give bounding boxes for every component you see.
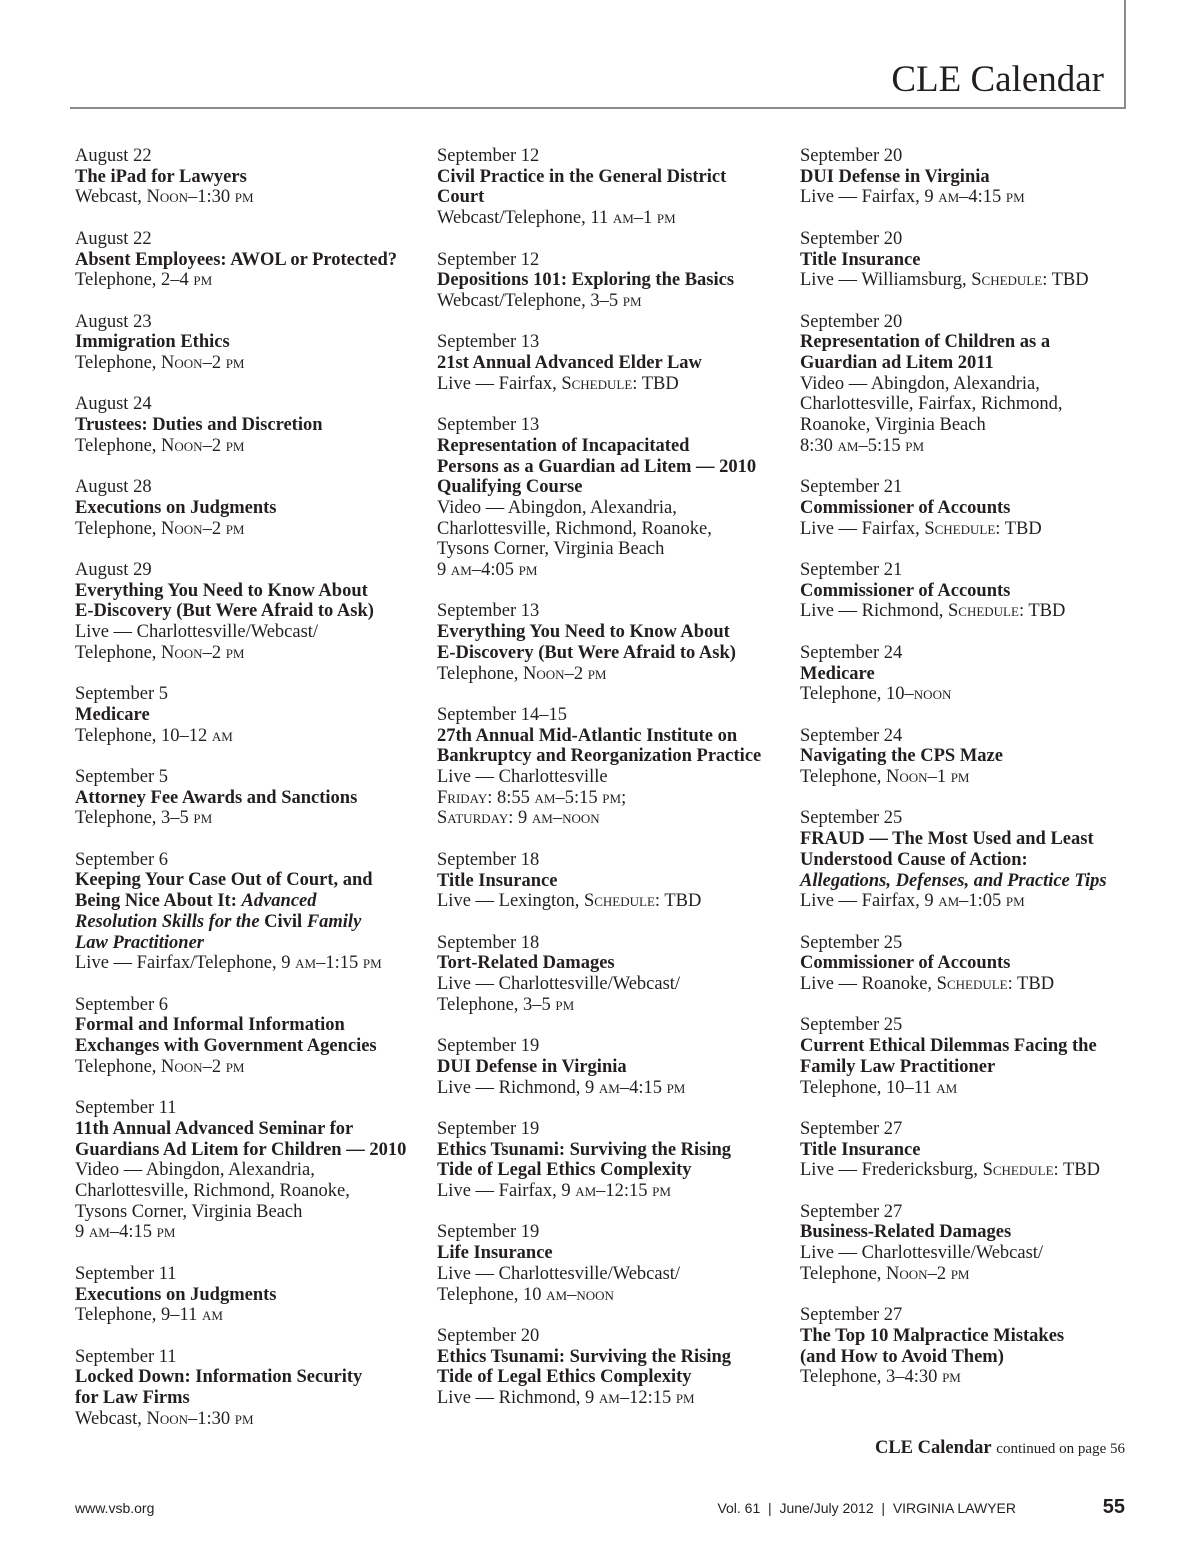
- event-detail: Telephone, Noon–2 pm: [75, 353, 245, 373]
- event-title: Attorney Fee Awards and Sanctions: [75, 787, 358, 808]
- event-detail: Live — Roanoke, Schedule: TBD: [800, 974, 1055, 994]
- event-title: Civil Practice in the General District Court: [437, 166, 727, 208]
- event-date: September 5: [75, 684, 168, 705]
- event-title: Immigration Ethics: [75, 332, 230, 353]
- event-detail: Live — Richmond, Schedule: TBD: [800, 601, 1066, 622]
- header-vertical-rule: [1124, 0, 1126, 108]
- event-detail: Live — Fairfax, 9 am–4:15 pm: [800, 187, 1025, 208]
- continued-text: continued on page 56: [996, 1441, 1125, 1457]
- event-date: September 18: [437, 932, 540, 953]
- event-date: September 12: [437, 146, 540, 166]
- event-title: Current Ethical Dilemmas Facing the Family Law Practitioner: [800, 1036, 1097, 1077]
- event-date: September 19: [437, 1036, 540, 1057]
- event-detail: Telephone, Noon–2 pm: [800, 1263, 970, 1284]
- event-title: Business-Related Damages: [800, 1222, 1012, 1243]
- calendar-event: [75, 1264, 425, 1326]
- event-detail: Telephone, 10–12 am: [75, 725, 233, 746]
- event-detail: Telephone, Noon–1 pm: [800, 767, 970, 787]
- event-title: Representation of Incapacitated Persons as a Guardian ad Litem — 2010 Qualifying Course: [437, 435, 757, 498]
- event-title: Life Insurance: [437, 1243, 553, 1264]
- event-detail: Live — Fairfax/Telephone, 9 am–1:15 pm: [75, 953, 382, 974]
- event-date: September 13: [437, 415, 540, 436]
- calendar-event: [75, 394, 425, 456]
- event-date: September 25: [800, 1015, 903, 1036]
- event-date: September 11: [75, 1098, 177, 1119]
- footer-website: www.vsb.org: [75, 1500, 155, 1516]
- event-detail: Webcast, Noon–1:30 pm: [75, 187, 254, 208]
- calendar-event: [800, 1015, 1150, 1098]
- event-detail: Charlottesville, Richmond, Roanoke,: [437, 518, 712, 539]
- event-date: September 21: [800, 560, 903, 580]
- event-date: September 24: [800, 725, 903, 746]
- footer-issue: Vol. 61 | June/July 2012 | VIRGINIA LAWYER: [717, 1500, 1016, 1516]
- calendar-event: [437, 1119, 787, 1202]
- event-title: Keeping Your Case Out of Court, and Being Nice About It: Advanced Resolution Skills for the Civil Family Law Practitioner: [75, 870, 373, 953]
- header-rule: [70, 107, 1126, 109]
- event-detail: 9 am–4:05 pm: [437, 560, 538, 581]
- event-date: September 20: [800, 228, 903, 249]
- calendar-column-1: [75, 146, 425, 1450]
- event-date: September 21: [800, 477, 903, 498]
- event-title: The Top 10 Malpractice Mistakes (and How to Avoid Them): [800, 1325, 1065, 1367]
- event-title: Tort-Related Damages: [437, 953, 615, 974]
- calendar-event: [437, 1036, 787, 1098]
- event-detail: Tysons Corner, Virginia Beach: [437, 539, 665, 560]
- event-date: September 13: [437, 332, 540, 353]
- calendar-event: [437, 933, 787, 1016]
- calendar-event: [800, 1305, 1150, 1388]
- calendar-event: [437, 332, 787, 394]
- calendar-event: [75, 1347, 425, 1430]
- calendar-event: [437, 1222, 787, 1305]
- event-title: FRAUD — The Most Used and Least Understood Cause of Action: Allegations, Defenses, and Practice Tips: [800, 829, 1107, 891]
- event-detail: Telephone, Noon–2 pm: [75, 435, 245, 456]
- event-title: Medicare: [800, 663, 875, 684]
- calendar-event: [75, 146, 425, 208]
- event-date: September 24: [800, 642, 903, 663]
- event-detail: Telephone, 10 am–noon: [437, 1284, 614, 1305]
- event-date: September 20: [800, 146, 903, 166]
- continued-note: [875, 1437, 1125, 1460]
- event-date: August 23: [75, 311, 152, 332]
- event-title: Commissioner of Accounts: [800, 953, 1011, 974]
- event-detail: Webcast/Telephone, 11 am–1 pm: [437, 208, 676, 229]
- event-detail: Live — Fairfax, 9 am–1:05 pm: [800, 891, 1025, 912]
- event-detail: Telephone, 2–4 pm: [75, 270, 213, 291]
- event-detail: Live — Fairfax, Schedule: TBD: [800, 518, 1042, 539]
- calendar-event: [800, 643, 1150, 705]
- event-date: September 25: [800, 932, 903, 953]
- event-detail: Live — Fairfax, 9 am–12:15 pm: [437, 1181, 671, 1202]
- calendar-event: [800, 229, 1150, 291]
- event-date: August 22: [75, 146, 152, 166]
- event-date: September 20: [800, 311, 903, 332]
- event-title: Navigating the CPS Maze: [800, 746, 1003, 767]
- event-detail: Telephone, Noon–2 pm: [75, 1056, 245, 1077]
- event-detail: Telephone, Noon–2 pm: [437, 663, 607, 684]
- event-detail: Webcast/Telephone, 3–5 pm: [437, 290, 642, 311]
- event-title: Commissioner of Accounts: [800, 580, 1011, 601]
- event-detail: Video — Abingdon, Alexandria,: [75, 1160, 315, 1181]
- event-detail: Telephone, 3–5 pm: [437, 994, 575, 1015]
- event-title: Title Insurance: [800, 1139, 921, 1160]
- event-date: September 27: [800, 1118, 903, 1139]
- event-title: Locked Down: Information Security for Law Firms: [75, 1367, 363, 1408]
- event-title: Title Insurance: [437, 870, 558, 891]
- event-detail: Video — Abingdon, Alexandria,: [800, 373, 1040, 394]
- event-detail: Friday: 8:55 am–5:15 pm;: [437, 787, 627, 808]
- event-title: Depositions 101: Exploring the Basics: [437, 270, 735, 291]
- event-detail: Telephone, 10–11 am: [800, 1077, 958, 1098]
- calendar-event: [75, 684, 425, 746]
- event-title: 27th Annual Mid-Atlantic Institute on Bankruptcy and Reorganization Practice: [437, 725, 762, 767]
- event-detail: Telephone, 3–5 pm: [75, 808, 213, 829]
- calendar-column-3: [800, 146, 1150, 1409]
- event-date: September 6: [75, 849, 168, 870]
- event-title: Formal and Informal Information Exchanges with Government Agencies: [75, 1015, 377, 1057]
- event-detail: Roanoke, Virginia Beach: [800, 415, 986, 436]
- calendar-column-2: [437, 146, 787, 1429]
- event-title: Representation of Children as a Guardian ad Litem 2011: [800, 332, 1051, 373]
- event-detail: Live — Charlottesville/Webcast/: [437, 974, 681, 995]
- event-date: September 12: [437, 249, 540, 270]
- calendar-event: [800, 1119, 1150, 1181]
- event-detail: Charlottesville, Richmond, Roanoke,: [75, 1181, 350, 1201]
- calendar-event: [437, 1326, 787, 1409]
- event-detail: Telephone, Noon–2 pm: [75, 642, 245, 663]
- event-detail: Live — Charlottesville/Webcast/: [75, 622, 319, 643]
- event-detail: Webcast, Noon–1:30 pm: [75, 1408, 254, 1429]
- event-detail: Telephone, 9–11 am: [75, 1305, 223, 1326]
- event-detail: Live — Charlottesville/Webcast/: [437, 1263, 681, 1284]
- event-date: September 18: [437, 849, 540, 870]
- event-detail: Telephone, Noon–2 pm: [75, 518, 245, 539]
- event-date: August 28: [75, 477, 152, 498]
- event-date: September 5: [75, 766, 168, 787]
- event-date: August 29: [75, 559, 152, 580]
- event-title: Commissioner of Accounts: [800, 497, 1011, 518]
- calendar-event: [437, 850, 787, 912]
- event-title: Everything You Need to Know About E-Discovery (But Were Afraid to Ask): [75, 580, 374, 622]
- event-date: September 11: [75, 1263, 177, 1284]
- event-title: Ethics Tsunami: Surviving the Rising Tide of Legal Ethics Complexity: [437, 1139, 732, 1181]
- event-detail: Live — Richmond, 9 am–4:15 pm: [437, 1077, 686, 1098]
- page-title: CLE Calendar: [891, 59, 1104, 100]
- event-title: 11th Annual Advanced Seminar for Guardians Ad Litem for Children — 2010: [75, 1118, 407, 1160]
- event-date: September 20: [437, 1325, 540, 1346]
- calendar-event: [800, 560, 1150, 622]
- event-title: Absent Employees: AWOL or Protected?: [75, 249, 398, 270]
- calendar-event: [75, 1098, 425, 1243]
- event-detail: 8:30 am–5:15 pm: [800, 435, 925, 456]
- event-date: September 25: [800, 808, 903, 829]
- event-title: Ethics Tsunami: Surviving the Rising Tide of Legal Ethics Complexity: [437, 1346, 732, 1388]
- calendar-event: [800, 477, 1150, 539]
- calendar-event: [800, 933, 1150, 995]
- calendar-event: [800, 808, 1150, 912]
- event-date: September 11: [75, 1346, 177, 1367]
- event-detail: Tysons Corner, Virginia Beach: [75, 1201, 303, 1222]
- calendar-event: [437, 601, 787, 684]
- event-date: September 19: [437, 1118, 540, 1139]
- calendar-event: [437, 250, 787, 312]
- calendar-event: [437, 415, 787, 581]
- event-detail: Live — Williamsburg, Schedule: TBD: [800, 270, 1089, 291]
- event-date: September 27: [800, 1201, 903, 1222]
- event-detail: 9 am–4:15 pm: [75, 1222, 176, 1243]
- calendar-event: [75, 767, 425, 829]
- event-date: September 14–15: [437, 704, 567, 725]
- page-number: 55: [1102, 1496, 1125, 1518]
- event-date: September 13: [437, 601, 540, 622]
- calendar-event: [800, 1202, 1150, 1285]
- event-detail: Telephone, 10–noon: [800, 684, 952, 705]
- event-detail: Charlottesville, Fairfax, Richmond,: [800, 394, 1063, 415]
- event-detail: Video — Abingdon, Alexandria,: [437, 497, 677, 518]
- calendar-event: [800, 312, 1150, 457]
- event-title: Trustees: Duties and Discretion: [75, 415, 323, 436]
- event-detail: Live — Charlottesville/Webcast/: [800, 1243, 1044, 1264]
- calendar-event: [75, 850, 425, 974]
- event-date: August 22: [75, 228, 152, 249]
- event-title: DUI Defense in Virginia: [437, 1056, 627, 1077]
- event-title: DUI Defense in Virginia: [800, 166, 990, 187]
- event-title: Everything You Need to Know About E-Discovery (But Were Afraid to Ask): [437, 622, 736, 663]
- calendar-event: [75, 995, 425, 1078]
- event-detail: Live — Charlottesville: [437, 767, 608, 788]
- calendar-event: [437, 146, 787, 229]
- event-title: Medicare: [75, 704, 150, 725]
- event-date: September 27: [800, 1305, 903, 1326]
- event-detail: Live — Fairfax, Schedule: TBD: [437, 373, 679, 394]
- calendar-event: [75, 477, 425, 539]
- event-date: September 6: [75, 994, 168, 1015]
- event-title: The iPad for Lawyers: [75, 166, 247, 187]
- calendar-event: [75, 229, 425, 291]
- calendar-event: [75, 560, 425, 664]
- event-detail: Live — Richmond, 9 am–12:15 pm: [437, 1388, 695, 1409]
- calendar-event: [800, 726, 1150, 788]
- event-title: Executions on Judgments: [75, 497, 277, 518]
- continued-label: CLE Calendar: [874, 1438, 992, 1458]
- calendar-event: [800, 146, 1150, 208]
- event-date: August 24: [75, 394, 152, 415]
- event-title: 21st Annual Advanced Elder Law: [437, 353, 702, 373]
- event-detail: Telephone, 3–4:30 pm: [800, 1367, 961, 1388]
- event-date: September 19: [437, 1222, 540, 1243]
- event-title: Title Insurance: [800, 249, 921, 270]
- event-detail: Saturday: 9 am–noon: [437, 808, 600, 829]
- event-detail: Live — Lexington, Schedule: TBD: [437, 891, 702, 912]
- calendar-event: [437, 705, 787, 829]
- calendar-event: [75, 312, 425, 374]
- event-detail: Live — Fredericksburg, Schedule: TBD: [800, 1160, 1100, 1181]
- event-title: Executions on Judgments: [75, 1284, 277, 1305]
